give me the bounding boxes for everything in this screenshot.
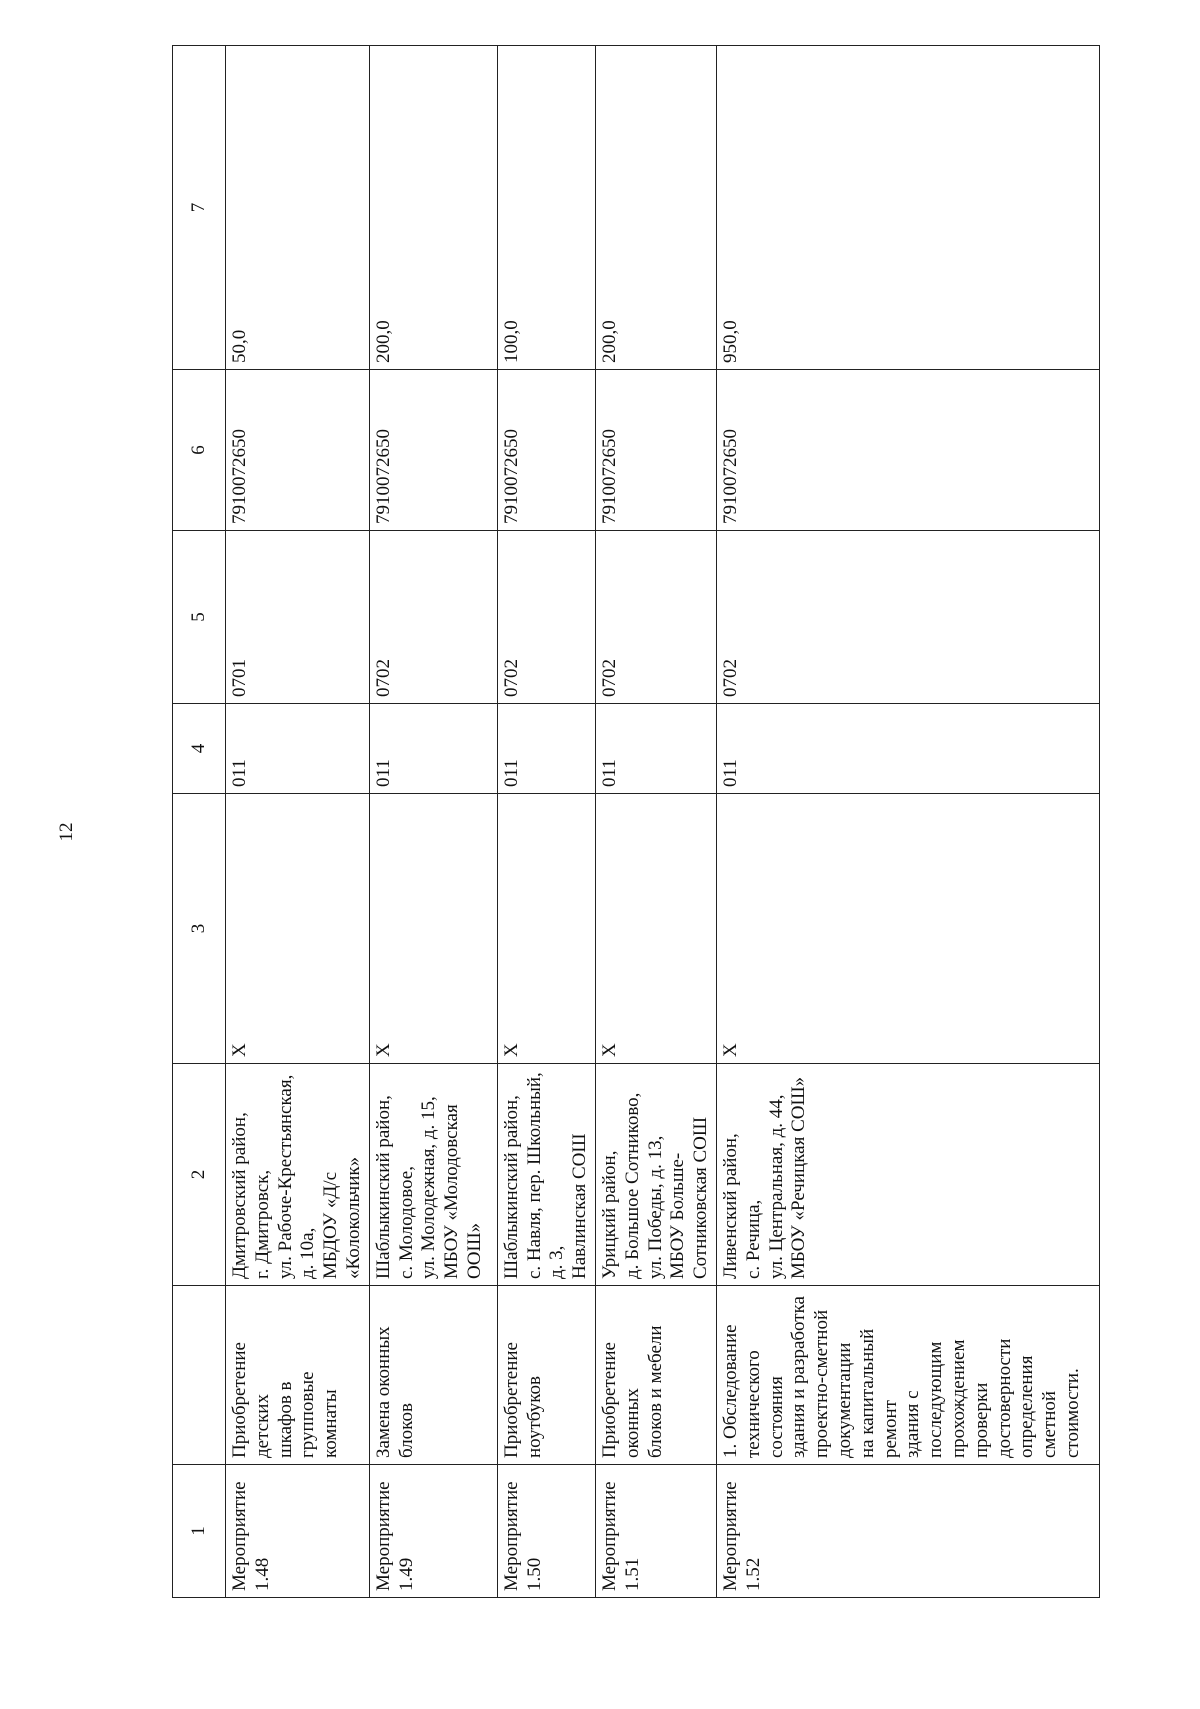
amount-cell: 950,0	[716, 46, 1099, 370]
event-name-cell: Замена оконных блоков	[369, 1286, 497, 1465]
col6-cell: 7910072650	[369, 370, 497, 531]
col5-cell: 0702	[595, 531, 716, 704]
event-id-cell: Мероприятие 1.49	[369, 1465, 497, 1598]
col4-cell: 011	[369, 704, 497, 794]
event-name-cell: 1. Обследование технического состояния здания и разработка проектно-сметной документации на капитальный ремонт здания с последующим прохождением проверки достоверности определения сметной стоимости.	[716, 1286, 1099, 1465]
amount-cell: 50,0	[226, 46, 370, 370]
header-row	[173, 46, 226, 1598]
event-id-cell: Мероприятие 1.52	[716, 1465, 1099, 1598]
col3-cell: Х	[226, 794, 370, 1064]
amount-cell: 200,0	[595, 46, 716, 370]
table-row	[369, 46, 497, 1598]
col3-cell: Х	[369, 794, 497, 1064]
col5-cell: 0702	[497, 531, 595, 704]
col5-cell: 0702	[369, 531, 497, 704]
page-number: 12	[56, 822, 77, 842]
table-row	[226, 46, 370, 1598]
header-cell: 5	[173, 531, 226, 704]
col6-cell: 7910072650	[497, 370, 595, 531]
event-name-cell: Приобретение ноутбуков	[497, 1286, 595, 1465]
table-row	[716, 46, 1099, 1598]
amount-cell: 200,0	[369, 46, 497, 370]
event-name-cell: Приобретение детских шкафов в групповые комнаты	[226, 1286, 370, 1465]
address-cell: Урицкий район, д. Большое Сотниково, ул. Победы, д. 13, МБОУ Больше- Сотниковская СОШ	[595, 1064, 716, 1286]
col4-cell: 011	[226, 704, 370, 794]
header-cell: 7	[173, 46, 226, 370]
amount-cell: 100,0	[497, 46, 595, 370]
col3-cell: Х	[595, 794, 716, 1064]
col4-cell: 011	[595, 704, 716, 794]
rotated-table-container	[172, 46, 1082, 1598]
header-cell	[173, 1286, 226, 1465]
event-id-cell: Мероприятие 1.48	[226, 1465, 370, 1598]
address-cell: Ливенский район, с. Речица, ул. Центральная, д. 44, МБОУ «Речицкая СОШ»	[716, 1064, 1099, 1286]
header-cell: 2	[173, 1064, 226, 1286]
event-name-cell: Приобретение оконных блоков и мебели	[595, 1286, 716, 1465]
address-cell: Дмитровский район, г. Дмитровск, ул. Рабоче-Крестьянская, д. 10а, МБДОУ «Д/с «Колокольчик»	[226, 1064, 370, 1286]
table-row	[595, 46, 716, 1598]
table-row	[497, 46, 595, 1598]
address-cell: Шаблыкинский район, с. Молодовое, ул. Молодежная, д. 15, МБОУ «Молодовская ООШ»	[369, 1064, 497, 1286]
header-cell: 1	[173, 1465, 226, 1598]
col6-cell: 7910072650	[716, 370, 1099, 531]
header-cell: 3	[173, 794, 226, 1064]
col4-cell: 011	[716, 704, 1099, 794]
col4-cell: 011	[497, 704, 595, 794]
event-id-cell: Мероприятие 1.51	[595, 1465, 716, 1598]
col3-cell: Х	[497, 794, 595, 1064]
col5-cell: 0702	[716, 531, 1099, 704]
col5-cell: 0701	[226, 531, 370, 704]
col6-cell: 7910072650	[595, 370, 716, 531]
address-cell: Шаблыкинский район, с. Навля, пер. Школьный, д. 3, Навлинская СОШ	[497, 1064, 595, 1286]
budget-table	[172, 45, 1100, 1598]
header-cell: 6	[173, 370, 226, 531]
event-id-cell: Мероприятие 1.50	[497, 1465, 595, 1598]
col6-cell: 7910072650	[226, 370, 370, 531]
header-cell: 4	[173, 704, 226, 794]
col3-cell: Х	[716, 794, 1099, 1064]
